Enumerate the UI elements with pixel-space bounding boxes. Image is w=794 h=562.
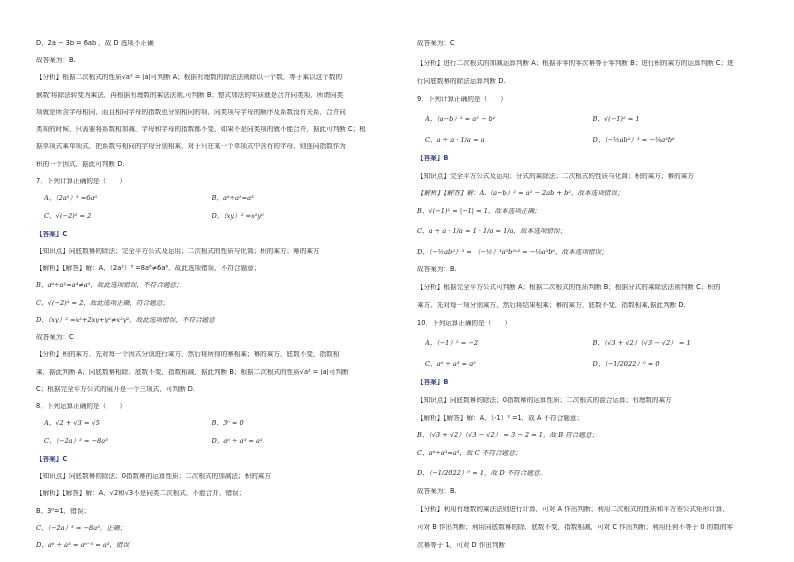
question-10-options-ab xyxy=(417,340,760,347)
knowledge-point: 【知识点】同底数幂的除法；0指数幂的运算性质；二次根式的加减法；积的乘方 xyxy=(36,473,271,480)
final-answer: 故答案为：B. xyxy=(417,488,457,495)
knowledge-point: 【知识点】同底数幂的除法；完全平方公式及运用；二次根式的性质与化简；积的乘方；幂的乘方 xyxy=(36,247,320,254)
option-d: D、a⁶ ÷ a³ = a² xyxy=(211,438,263,445)
analysis-line: 倒数'将除法转变为乘法，再根据有理数的乘法法则,可判断 B；整式加法的实质就是合并同类项，所谓同类 xyxy=(36,91,344,98)
answer-tag: 【答案】B xyxy=(417,154,449,162)
solution-line: B、a⁶÷a²=a⁴≠a³，故此选项错误，不符合题意； xyxy=(36,282,183,289)
left-column xyxy=(36,40,379,548)
solution-line: C、a ÷ a · 1/a = 1 · 1/a = 1/a，故本选项错误； xyxy=(417,228,567,235)
analysis-line: 【分析】根据二次根式的性质√a² = |a|可判断 A；根据有理数的除法法则除以一个数，等于乘以这个数的 xyxy=(36,74,343,81)
analysis-line: 据单项式乘单项式，把系数与相同的字母分别相乘，对于只在某一个单项式中含有的字母，则连同指数作为 xyxy=(36,143,346,150)
analysis-line: 乘，据此判断 A；同底数幂相除，底数不变，指数相减，据此判断 B；根据二次根式的性质√a² = |a|可判断 xyxy=(36,368,349,375)
analysis-line: 【分析】进行二次根式的加减运算判断 A；根据非零的零次幂等于零判断 B；进行积的乘方的运算判断 C；进 xyxy=(417,60,734,67)
option-a: A、（2a²）³ =6a⁶ xyxy=(44,195,98,202)
option-a: A、（−1）² = −2 xyxy=(425,340,479,347)
option-c: C、√(−2)² = 2 xyxy=(44,212,92,220)
question-10: 10．下列运算正确的是（ ） xyxy=(417,319,512,327)
answer-tag: 【答案】C xyxy=(36,455,68,462)
option-d: D、（−½ab²）³ = −⅙a³b⁶ xyxy=(592,136,675,144)
question-7-options-ab xyxy=(36,195,379,202)
right-column xyxy=(417,40,760,548)
option-b: B、√(−1)² = 1 xyxy=(592,116,640,123)
solution-line: D、a⁶ ÷ a³ = a⁶⁻³ = a³，错误 xyxy=(36,542,130,549)
analysis-line: 行同底数幂的除法运算判断 D. xyxy=(417,78,506,85)
option-d: D、（−1/2022）⁰ = 0 xyxy=(592,360,660,368)
question-7-options-cd xyxy=(36,213,379,220)
analysis-line: 类项的时候，只需要将系数相加减，字母和字母的指数都不变，如果不是同类项的就不能合并，据此可判断 C；根 xyxy=(36,126,366,133)
analysis-line: C；根据完全平方公式的展开是一个三项式，可判断 D. xyxy=(36,385,195,392)
analysis-line: 【分析】积的乘方，先对每一个因式分别进行乘方，然后将所得的幂相乘；幂的乘方，底数不变，指数相 xyxy=(36,351,340,358)
solution-line: D、（xy）² =x²+2xy+y²≠x²y²，故此选项错误，不符合题意 xyxy=(36,316,215,323)
answer-line: 故答案为：B. xyxy=(36,57,76,64)
solution-line: 【解析】【解答】解：A、√2和√3不是同类二次根式，不能合并，错误； xyxy=(36,490,246,497)
option-b: B、a⁶÷a²=a³ xyxy=(211,195,254,202)
solution-line: 【解析】【解答】解：A、（2a²）³ =8a⁶≠6a⁶，故此选项错误，不符合题意； xyxy=(36,265,261,272)
analysis-line: 项就是所含字母相同，而且相同字母的指数也分别相同的项，同类项与字母的顺序及系数没有关系，合并同 xyxy=(36,108,346,115)
option-b: B、3⁰ = 0 xyxy=(211,420,244,427)
option-a: A、√2 + √3 = √5 xyxy=(44,420,100,427)
analysis-line: 次幂等于 1，可对 D 作出判断 xyxy=(417,541,506,548)
solution-line: B、3⁰=1，错误； xyxy=(36,507,91,514)
solution-line: B、（√3 + √2）（√3 − √2） = 3 − 2 = 1，故 B 符合题意； xyxy=(417,432,599,439)
solution-line: 【解析】【解答】解：A、（-1）² =1，故 A 不符合题意； xyxy=(417,414,584,421)
option-c: C、（−2a）³ = −8a³ xyxy=(44,438,108,445)
analysis-line: 乘方，先对每一项分别乘方，然后将结果相乘；幂的乘方，底数不变，指数相乘,据此判断 D. xyxy=(417,302,686,309)
knowledge-point: 【知识点】完全平方公式及运用；分式的乘除法；二次根式的性质与化简；积的乘方；幂的乘方 xyxy=(417,172,694,179)
solution-line: C、√(−2)² = 2，故此选项正确，符合题意； xyxy=(36,299,169,306)
analysis-line: 积的一个因式，据此可判断 D. xyxy=(36,160,125,167)
solution-line: B、√(−1)² = |−1| = 1，故本选项正确； xyxy=(417,208,541,215)
question-9-options-ab xyxy=(417,116,760,123)
option-d-conclusion: D、2a − 3b = 6ab ，故 D 选项不正确 xyxy=(36,40,154,47)
question-8-options-ab xyxy=(36,420,379,427)
analysis-line: 【分析】根据完全平方公式可判断 A；根据二次根式的性质判断 B；根据分式的乘除法法则判断 C；积的 xyxy=(417,284,721,291)
question-9: 9．下列计算正确的是（ ） xyxy=(417,95,507,103)
final-answer: 故答案为：B. xyxy=(417,266,457,273)
final-answer: 故答案为：C xyxy=(417,40,455,47)
solution-line: C、（−2a）³ = −8a³，正确； xyxy=(36,524,127,531)
answer-tag: 【答案】B xyxy=(417,378,449,386)
question-10-options-cd xyxy=(417,361,760,368)
knowledge-point: 【知识点】同底数幂的除法；0指数幂的运算性质；二次根式的混合运算；有理数的乘方 xyxy=(417,396,672,403)
answer-tag: 【答案】C xyxy=(36,230,68,237)
solution-line: 【解析】【解答】解：A.（a−b）² = a² − 2ab + b²，故本选项错误； xyxy=(417,190,624,197)
question-8: 8．下列运算正确的是（ ） xyxy=(36,403,126,410)
option-d: D、（xy）² =x²y² xyxy=(211,212,264,220)
final-answer: 故答案为：C xyxy=(36,334,74,341)
solution-line: C、a⁶÷a³=a³，故 C 不符合题意； xyxy=(417,450,522,457)
analysis-line: 可对 B 作出判断；利用同底数幂的除，底数不变，指数相减，可对 C 作出判断；利用任何不等于 0 的数的零 xyxy=(417,523,734,531)
analysis-line: 【分析】利用有理数的乘法法则进行计算，可对 A 作出判断；利用二次根式的性质和平方差公式矩形计算， xyxy=(417,506,730,513)
question-8-options-cd xyxy=(36,438,379,445)
option-c: C、a⁶ ÷ a³ = a² xyxy=(425,360,476,368)
question-9-options-cd xyxy=(417,137,760,144)
question-7: 7．下列计算正确的是（ ） xyxy=(36,177,126,184)
solution-line: D、（−½ab²）³ = （−½）³a³b²ˣ³ = −⅛a³b⁶，故本选项错误； xyxy=(417,248,608,255)
solution-line: D、（−1/2022）⁰ = 1，故 D 不符合题意. xyxy=(417,470,542,477)
option-a: A、（a−b）² = a² − b² xyxy=(425,116,496,123)
option-c: C、a ÷ a · 1/a = a xyxy=(425,136,485,144)
option-b: B、（√3 + √2）（√3 − √2） = 1 xyxy=(592,340,691,347)
